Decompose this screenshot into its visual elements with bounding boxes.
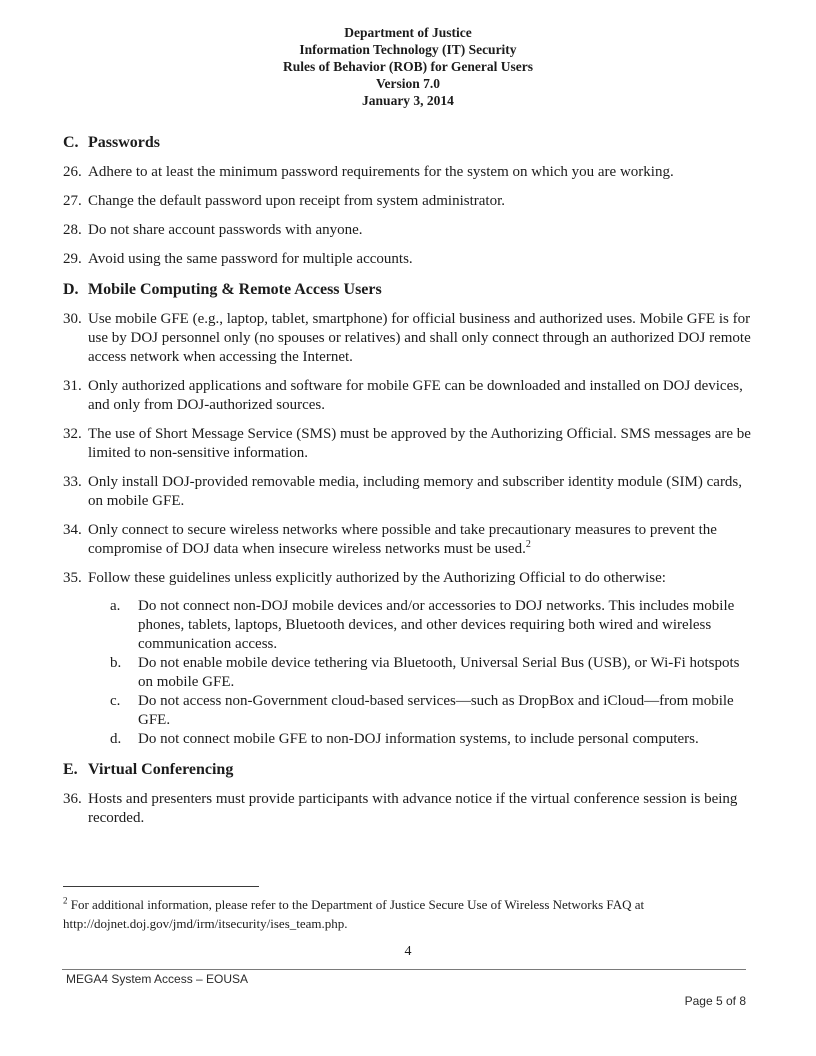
section-letter: C. — [63, 134, 79, 151]
list-item — [63, 425, 753, 463]
item-text: Hosts and presenters must provide participants with advance notice if the virtual conference session is being recorded. — [88, 791, 738, 826]
item-number: 30. — [63, 311, 82, 327]
item-number: 35. — [63, 570, 82, 586]
subitem-letter: a. — [110, 598, 121, 614]
section-title: Virtual Conferencing — [88, 761, 234, 778]
item-number: 27. — [63, 193, 82, 209]
section-heading-mobile-computing — [63, 280, 753, 300]
footnote-separator-rule — [63, 886, 259, 887]
item-number: 33. — [63, 474, 82, 490]
section-heading-passwords — [63, 133, 753, 153]
item-number: 34. — [63, 522, 82, 538]
footnote-marker: 2 — [63, 895, 68, 906]
subitem-text: Do not access non-Government cloud-based services—such as DropBox and iCloud—from mobile GFE. — [138, 693, 734, 728]
footnote-body: For additional information, please refer to the Department of Justice Secure Use of Wireless Networks FAQ at http://dojnet.doj.gov/jmd/irm/itsecurity/ises_team.php. — [63, 897, 645, 931]
item-number: 31. — [63, 378, 82, 394]
item-text: Follow these guidelines unless explicitly authorized by the Authorizing Official to do otherwise: — [88, 570, 666, 586]
header-line-org: Department of Justice — [344, 25, 472, 40]
section-heading-virtual-conferencing — [63, 760, 753, 780]
item-number: 32. — [63, 426, 82, 442]
subitem-letter: c. — [110, 693, 121, 709]
subitem-letter: b. — [110, 655, 122, 671]
item-text: Avoid using the same password for multiple accounts. — [88, 251, 413, 267]
item-text: Only authorized applications and software for mobile GFE can be downloaded and installed on DOJ devices, and only from DOJ-authorized sources. — [88, 378, 743, 413]
list-item — [63, 377, 753, 415]
section-passwords-items — [63, 163, 753, 269]
subitem-text: Do not connect mobile GFE to non-DOJ information systems, to include personal computers. — [138, 731, 699, 747]
document-content — [63, 24, 753, 838]
footer-separator-rule — [62, 969, 746, 970]
list-item — [63, 221, 753, 240]
section-title: Mobile Computing & Remote Access Users — [88, 281, 382, 298]
item-text: Adhere to at least the minimum password requirements for the system on which you are working. — [88, 164, 674, 180]
section-mobile-items — [63, 310, 753, 749]
item-number: 28. — [63, 222, 82, 238]
header-line-version: Version 7.0 — [375, 76, 440, 91]
section-virtual-items — [63, 790, 753, 828]
page-number: 4 — [404, 944, 412, 959]
list-item — [63, 521, 753, 559]
footer-page-label: Page 5 of 8 — [684, 994, 746, 1008]
list-item — [63, 569, 753, 749]
sublist-item — [110, 692, 753, 730]
section-title: Passwords — [88, 134, 161, 151]
item-text-with-sublist — [88, 569, 753, 749]
list-item — [63, 250, 753, 269]
item-text: The use of Short Message Service (SMS) must be approved by the Authorizing Official. SMS messages are be limited to non-sensitive information. — [88, 426, 751, 461]
list-item — [63, 473, 753, 511]
footnote-reference: 2 — [525, 539, 531, 550]
list-item — [63, 790, 753, 828]
footnote-text — [63, 895, 753, 933]
document-header — [63, 24, 753, 109]
subitem-text: Do not connect non-DOJ mobile devices and/or accessories to DOJ networks. This includes mobile phones, tablets, laptops, Bluetooth devices, and other devices requiring both wired and wireless communication access. — [138, 598, 735, 652]
sublist-item — [110, 597, 753, 654]
list-item — [63, 163, 753, 182]
section-letter: E. — [63, 761, 78, 778]
item-text: Only connect to secure wireless networks where possible and take precautionary measures to prevent the compromise of DOJ data when insecure wireless networks must be used. — [88, 522, 717, 557]
item-text: Only install DOJ-provided removable media, including memory and subscriber identity module (SIM) cards, on mobile GFE. — [88, 474, 743, 509]
item-text: Use mobile GFE (e.g., laptop, tablet, smartphone) for official business and authorized uses. Mobile GFE is for use by DOJ personnel only (no spouses or relatives) and shall only connect through an authorized DOJ remote access network when accessing the Internet. — [88, 311, 751, 365]
item-number: 26. — [63, 164, 82, 180]
footer-system-label: MEGA4 System Access – EOUSA — [66, 972, 249, 986]
sublist-item — [110, 654, 753, 692]
item-text: Do not share account passwords with anyone. — [88, 222, 363, 238]
footnote-block — [63, 886, 753, 933]
item-text-with-footnote — [88, 521, 753, 559]
sublist-item — [110, 730, 753, 749]
list-item — [63, 192, 753, 211]
header-line-dept: Information Technology (IT) Security — [299, 42, 517, 57]
header-line-title: Rules of Behavior (ROB) for General Users — [283, 59, 533, 74]
item-number: 36. — [63, 791, 82, 807]
sublist — [88, 597, 753, 749]
list-item — [63, 310, 753, 367]
subitem-text: Do not enable mobile device tethering via Bluetooth, Universal Serial Bus (USB), or Wi-Fi hotspots on mobile GFE. — [138, 655, 740, 690]
subitem-letter: d. — [110, 731, 122, 747]
item-number: 29. — [63, 251, 82, 267]
header-line-date: January 3, 2014 — [362, 93, 454, 108]
section-letter: D. — [63, 281, 79, 298]
item-text: Change the default password upon receipt from system administrator. — [88, 193, 505, 209]
